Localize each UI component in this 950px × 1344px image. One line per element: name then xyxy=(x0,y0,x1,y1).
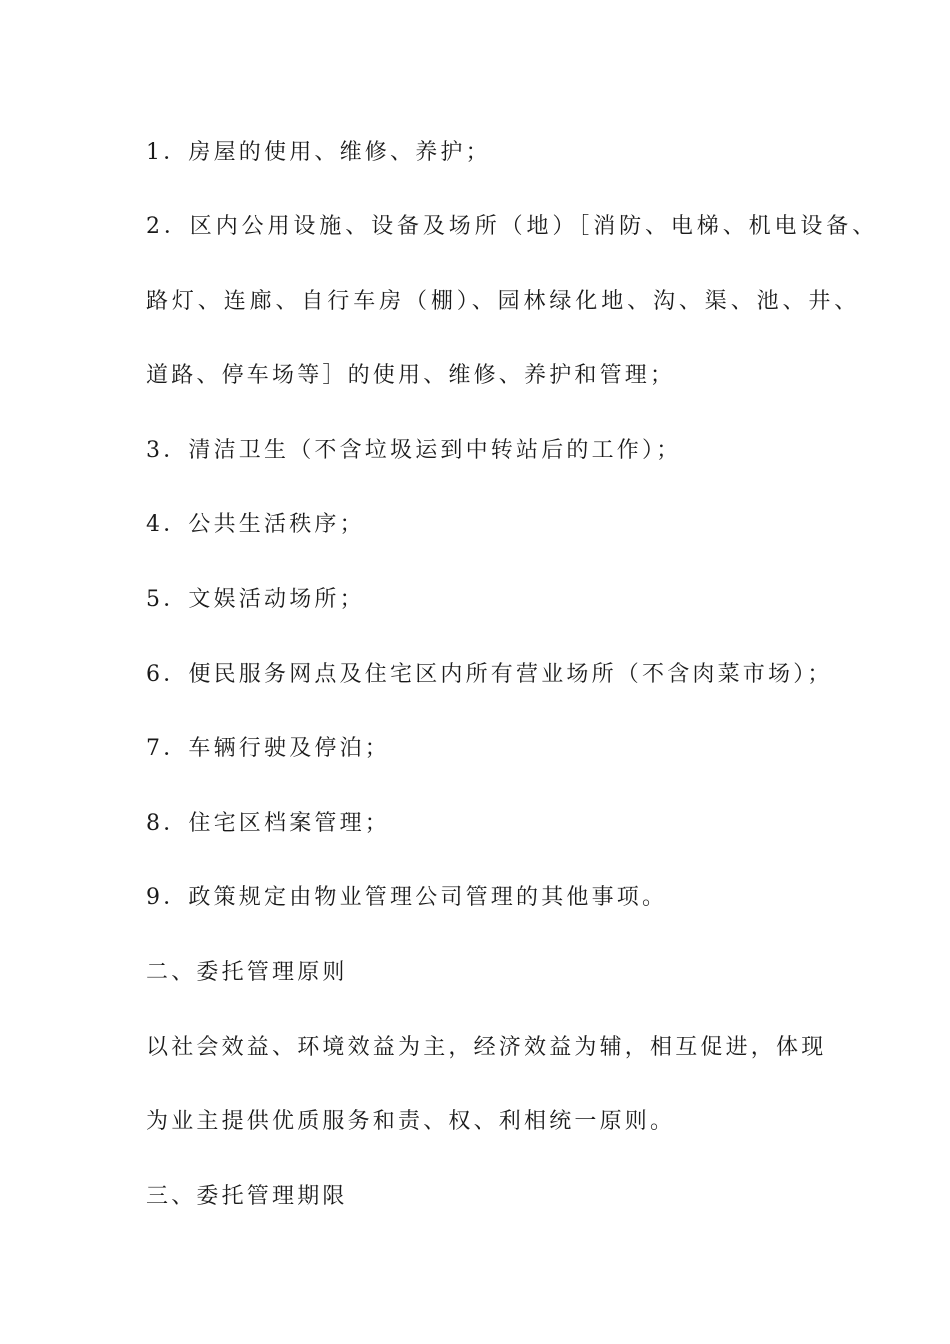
section-heading-principles: 二、委托管理原则 xyxy=(146,960,348,985)
list-item-6: 6．便民服务网点及住宅区内所有营业场所（不含肉菜市场）； xyxy=(146,662,833,687)
list-item-2-line-3: 道路、停车场等］的使用、维修、养护和管理； xyxy=(146,363,676,388)
paragraph-principles-line-1: 以社会效益、环境效益为主，经济效益为辅，相互促进，体现 xyxy=(146,1035,827,1060)
list-item-4: 4．公共生活秩序； xyxy=(146,512,365,537)
section-heading-term: 三、委托管理期限 xyxy=(146,1184,348,1209)
list-item-2-line-2: 路灯、连廊、自行车房（棚）、园林绿化地、沟、渠、池、井、 xyxy=(146,289,861,314)
list-item-9: 9．政策规定由物业管理公司管理的其他事项。 xyxy=(146,885,668,910)
list-item-5: 5．文娱活动场所； xyxy=(146,587,365,612)
list-item-1: 1．房屋的使用、维修、养护； xyxy=(146,140,491,165)
list-item-2-line-1: 2．区内公用设施、设备及场所（地）［消防、电梯、机电设备、 xyxy=(146,214,879,239)
list-item-3: 3．清洁卫生（不含垃圾运到中转站后的工作）； xyxy=(146,438,682,463)
paragraph-principles-line-2: 为业主提供优质服务和责、权、利相统一原则。 xyxy=(146,1109,676,1134)
list-item-7: 7．车辆行驶及停泊； xyxy=(146,736,390,761)
list-item-8: 8．住宅区档案管理； xyxy=(146,811,390,836)
